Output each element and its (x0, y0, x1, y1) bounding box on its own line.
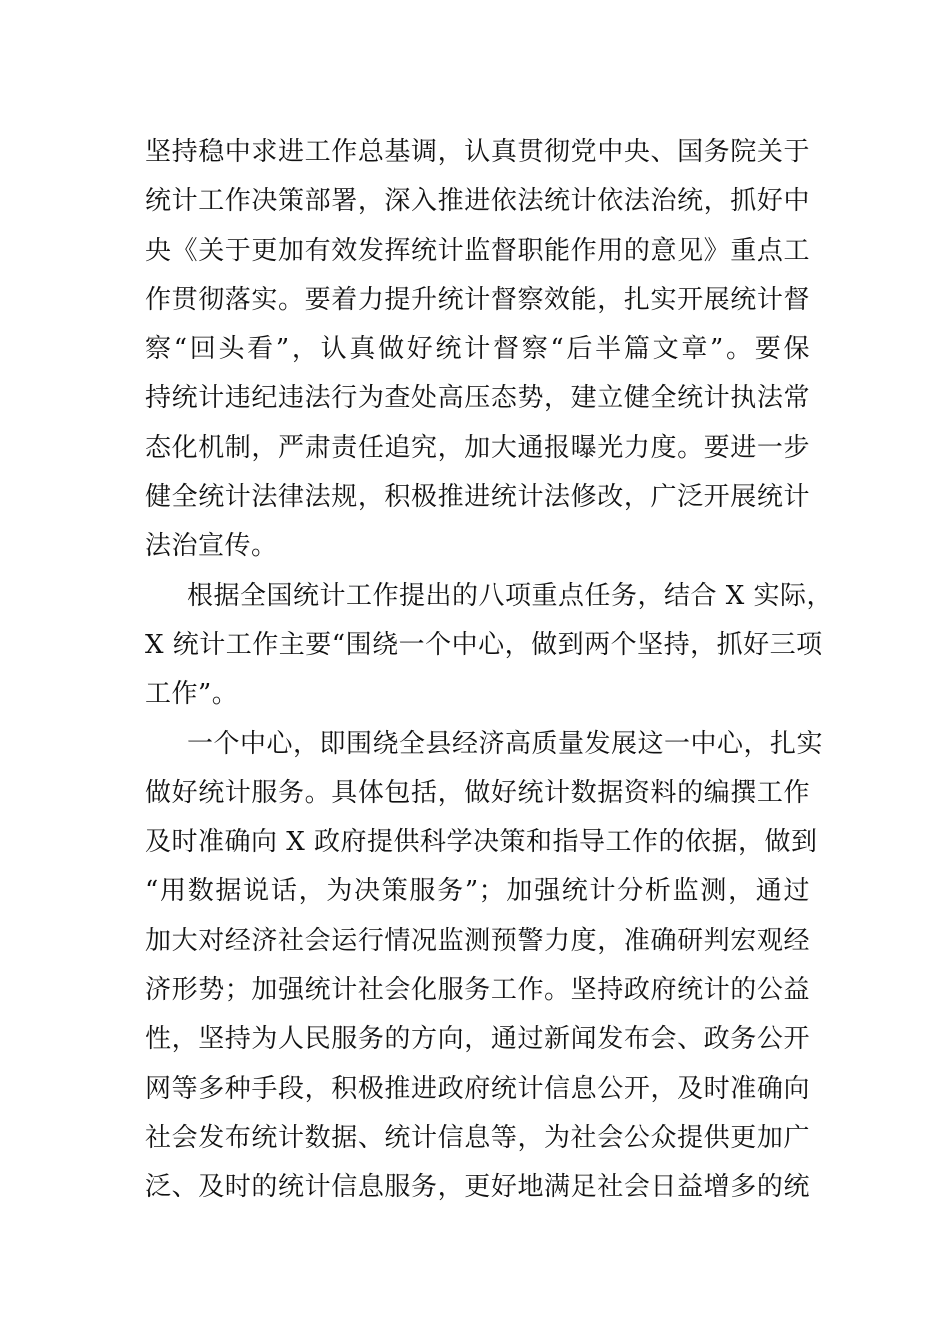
text-line: 泛、及时的统计信息服务，更好地满足社会日益增多的统 (145, 1172, 810, 1203)
text-line: 健全统计法律法规，积极推进统计法修改，广泛开展统计 (145, 482, 810, 513)
paragraph (145, 128, 810, 572)
text-line: 持统计违纪违法行为查处高压态势，建立健全统计执法常 (145, 383, 810, 414)
text-line: 一个中心，即围绕全县经济高质量发展这一中心，扎实 (187, 728, 824, 759)
text-line: 央《关于更加有效发挥统计监督职能作用的意见》重点工 (145, 235, 810, 266)
paragraph (145, 572, 834, 720)
text-line: 工作”。 (145, 679, 239, 710)
text-line: 作贯彻落实。要着力提升统计督察效能，扎实开展统计督 (145, 284, 810, 315)
text-line: 态化机制，严肃责任追究，加大通报曝光力度。要进一步 (145, 432, 810, 463)
text-line: 济形势；加强统计社会化服务工作。坚持政府统计的公益 (145, 975, 810, 1006)
text-line: 性，坚持为人民服务的方向，通过新闻发布会、政务公开 (145, 1024, 810, 1055)
text-line: 及时准确向 X 政府提供科学决策和指导工作的依据，做到 (145, 827, 818, 858)
paragraph (145, 720, 824, 1213)
text-line: 社会发布统计数据、统计信息等，为社会公众提供更加广 (145, 1122, 810, 1153)
text-line: X 统计工作主要“围绕一个中心，做到两个坚持，抓好三项 (145, 629, 823, 660)
text-line: 根据全国统计工作提出的八项重点任务，结合 X 实际， (187, 580, 834, 611)
text-line: 做好统计服务。具体包括，做好统计数据资料的编撰工作 (145, 777, 810, 808)
text-line: 网等多种手段，积极推进政府统计信息公开，及时准确向 (145, 1073, 810, 1104)
text-line: 察“回头看”，认真做好统计督察“后半篇文章”。要保 (145, 334, 810, 365)
text-line: 坚持稳中求进工作总基调，认真贯彻党中央、国务院关于 (145, 137, 810, 167)
text-line: 统计工作决策部署，深入推进依法统计依法治统，抓好中 (145, 186, 810, 217)
document-body (145, 128, 834, 1213)
text-line: 加大对经济社会运行情况监测预警力度，准确研判宏观经 (145, 925, 810, 956)
text-line: 法治宣传。 (145, 531, 278, 562)
text-line: “用数据说话，为决策服务”；加强统计分析监测，通过 (145, 876, 810, 907)
